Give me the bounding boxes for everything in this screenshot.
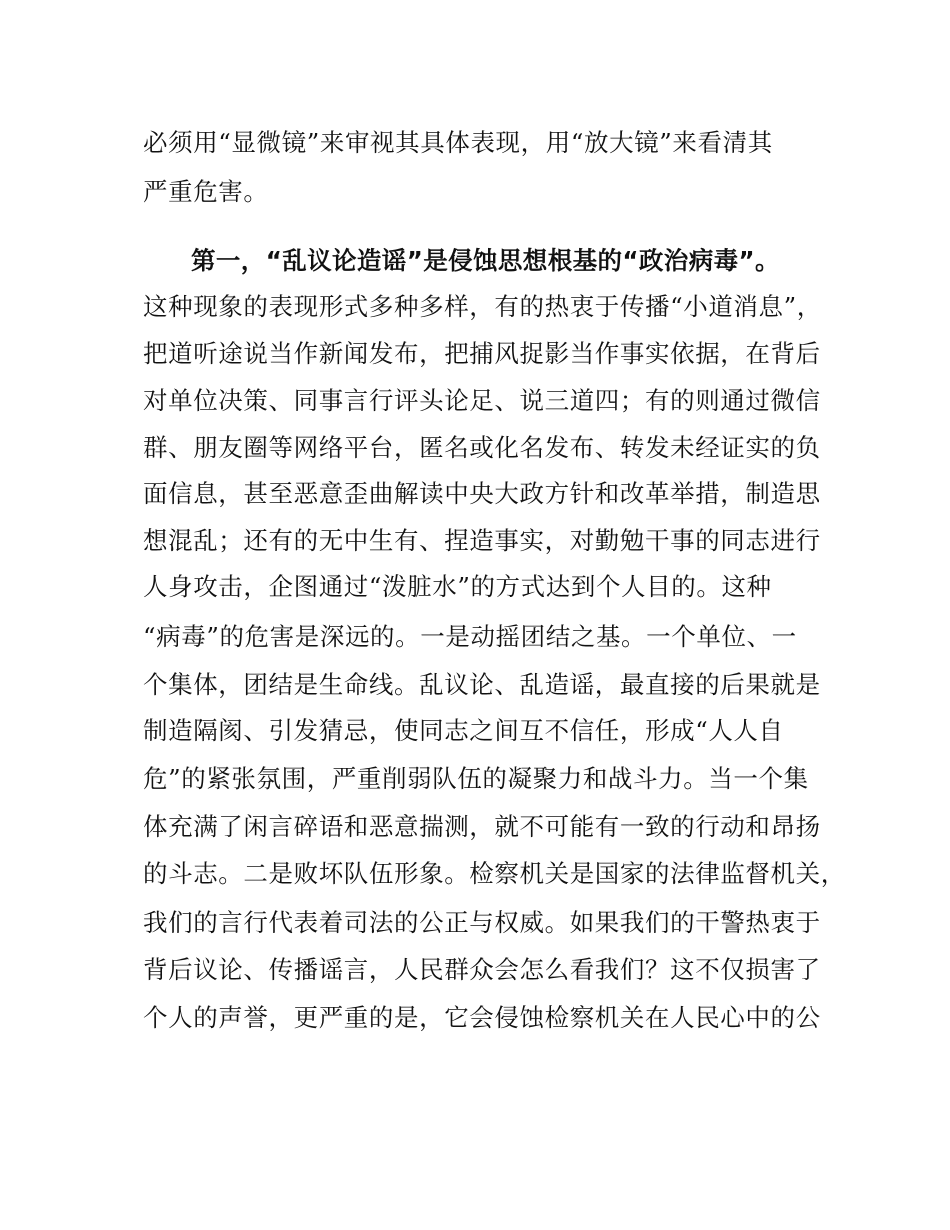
body-line-9: 个集体，团结是生命线。乱议论、乱造谣，最直接的后果就是 [143, 670, 821, 699]
body-line-4: 群、朋友圈等网络平台，匿名或化名发布、转发未经证实的负 [143, 433, 821, 462]
body-line-10: 制造隔阂、引发猜忌，使同志之间互不信任，形成“人人自 [143, 716, 784, 745]
body-line-5: 面信息，甚至恶意歪曲解读中央大政方针和改革举措，制造思 [143, 479, 821, 508]
body-line-12: 体充满了闲言碎语和恶意揣测，就不可能有一致的行动和昂扬 [143, 812, 821, 841]
intro-line-1: 必须用“显微镜”来审视其具体表现，用“放大镜”来看清其 [143, 128, 773, 157]
body-line-11: 危”的紧张氛围，严重削弱队伍的凝聚力和战斗力。当一个集 [143, 764, 809, 793]
body-line-2: 把道听途说当作新闻发布，把捕风捉影当作事实依据，在背后 [143, 339, 821, 368]
body-line-8: “病毒”的危害是深远的。一是动摇团结之基。一个单位、一 [143, 622, 797, 651]
body-line-7: 人身攻击，企图通过“泼脏水”的方式达到个人目的。这种 [143, 572, 772, 601]
intro-line-2: 严重危害。 [143, 177, 269, 206]
body-line-1: 这种现象的表现形式多种多样，有的热衷于传播“小道消息”， [143, 292, 822, 321]
body-line-14: 我们的言行代表着司法的公正与权威。如果我们的干警热衷于 [143, 908, 821, 937]
body-line-13: 的斗志。二是败坏队伍形象。检察机关是国家的法律监督机关， [143, 859, 846, 888]
body-line-3: 对单位决策、同事言行评头论足、说三道四；有的则通过微信 [143, 386, 821, 415]
section-heading: 第一，“乱议论造谣”是侵蚀思想根基的“政治病毒”。 [191, 246, 780, 275]
body-line-6: 想混乱；还有的无中生有、捏造事实，对勤勉干事的同志进行 [143, 526, 821, 555]
body-line-16: 个人的声誉，更严重的是，它会侵蚀检察机关在人民心中的公 [143, 1003, 821, 1032]
body-line-15: 背后议论、传播谣言，人民群众会怎么看我们？这不仅损害了 [143, 955, 821, 984]
